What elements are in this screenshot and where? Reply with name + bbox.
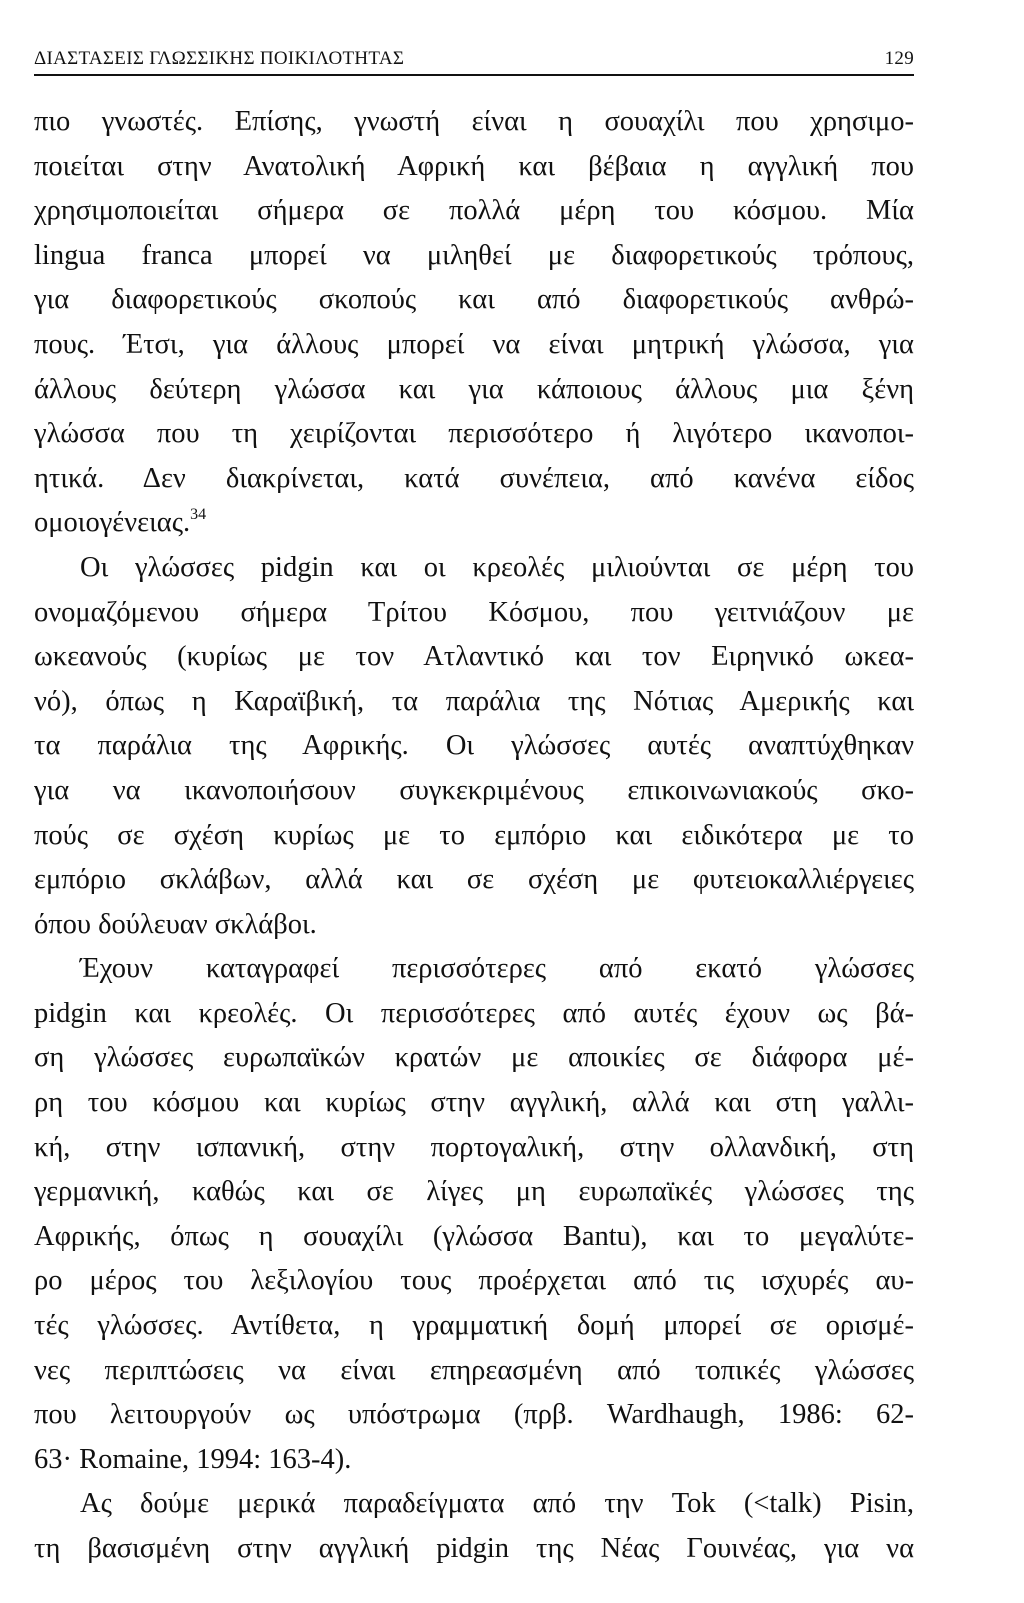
text-line: νό), όπως η Καραϊβική, τα παράλια της Νότιας Αμερικής και [34,685,914,717]
text-line: pidgin και κρεολές. Οι περισσότερες από αυτές έχουν ως βά- [34,997,914,1029]
text-line: Οι γλώσσες pidgin και οι κρεολές μιλιούνται σε μέρη του [80,551,914,583]
text-line: Έχουν καταγραφεί περισσότερες από εκατό γλώσσες [80,953,914,985]
text-line: για διαφορετικούς σκοπούς και από διαφορετικούς ανθρώ- [34,284,914,316]
text-line: τές γλώσσες. Αντίθετα, η γραμματική δομή μπορεί σε ορισμέ- [34,1310,914,1342]
text-line: για να ικανοποιήσουν συγκεκριμένους επικοινωνιακούς σκο- [34,774,914,806]
footnote-reference: 34 [190,506,207,524]
text-line-content: ομοιογένειας. [34,507,191,539]
text-line: ση γλώσσες ευρωπαϊκών κρατών με αποικίες σε διάφορα μέ- [34,1042,914,1074]
text-line: κή, στην ισπανική, στην πορτογαλική, στην ολλανδική, στη [34,1131,914,1163]
text-line: ονομαζόμενου σήμερα Τρίτου Κόσμου, που γειτνιάζουν με [34,596,914,628]
text-line: ητικά. Δεν διακρίνεται, κατά συνέπεια, από κανένα είδος [34,462,914,494]
text-line [34,501,914,546]
text-line: χρησιμοποιείται σήμερα σε πολλά μέρη του κόσμου. Μία [34,195,914,227]
text-line: ρο μέρος του λεξιλογίου τους προέρχεται από τις ισχυρές αυ- [34,1265,914,1297]
text-line: τα παράλια της Αφρικής. Οι γλώσσες αυτές αναπτύχθηκαν [34,730,914,762]
text-line: άλλους δεύτερη γλώσσα και για κάποιους άλλους μια ξένη [34,373,914,405]
text-line: όπου δούλευαν σκλάβοι. [34,908,317,940]
running-title: ΔΙΑΣΤΑΣΕΙΣ ΓΛΩΣΣΙΚΗΣ ΠΟΙΚΙΛΟΤΗΤΑΣ [34,48,405,69]
text-line: ποιείται στην Ανατολική Αφρική και βέβαια η αγγλική που [34,150,914,182]
text-line: ωκεανούς (κυρίως με τον Ατλαντικό και τον Ειρηνικό ωκεα- [34,641,914,673]
page-number: 129 [884,48,914,69]
text-line: 63· Romaine, 1994: 163-4). [34,1443,352,1475]
text-line: ρη του κόσμου και κυρίως στην αγγλική, αλλά και στη γαλλι- [34,1087,914,1119]
text-line: γερμανική, καθώς και σε λίγες μη ευρωπαϊκές γλώσσες της [34,1176,914,1208]
text-line: εμπόριο σκλάβων, αλλά και σε σχέση με φυτειοκαλλιέργειες [34,864,914,896]
text-line: νες περιπτώσεις να είναι επηρεασμένη από τοπικές γλώσσες [34,1354,914,1386]
text-line: πους. Έτσι, για άλλους μπορεί να είναι μητρική γλώσσα, για [34,328,914,360]
running-header [34,44,914,76]
text-line: που λειτουργούν ως υπόστρωμα (πρβ. Wardhaugh, 1986: 62- [34,1399,914,1431]
text-line: τη βασισμένη στην αγγλική pidgin της Νέας Γουινέας, για να [34,1533,914,1564]
text-line: Ας δούμε μερικά παραδείγματα από την Tok (<talk) Pisin, [80,1488,914,1520]
text-line: πούς σε σχέση κυρίως με το εμπόριο και ειδικότερα με το [34,819,914,851]
body-text [34,100,914,1572]
text-line: lingua franca μπορεί να μιληθεί με διαφορετικούς τρόπους, [34,239,914,271]
text-line: Αφρικής, όπως η σουαχίλι (γλώσσα Bantu), και το μεγαλύτε- [34,1220,914,1252]
text-line: γλώσσα που τη χειρίζονται περισσότερο ή λιγότερο ικανοποι- [34,418,914,450]
text-line: πιο γνωστές. Επίσης, γνωστή είναι η σουαχίλι που χρησιμο- [34,106,914,137]
